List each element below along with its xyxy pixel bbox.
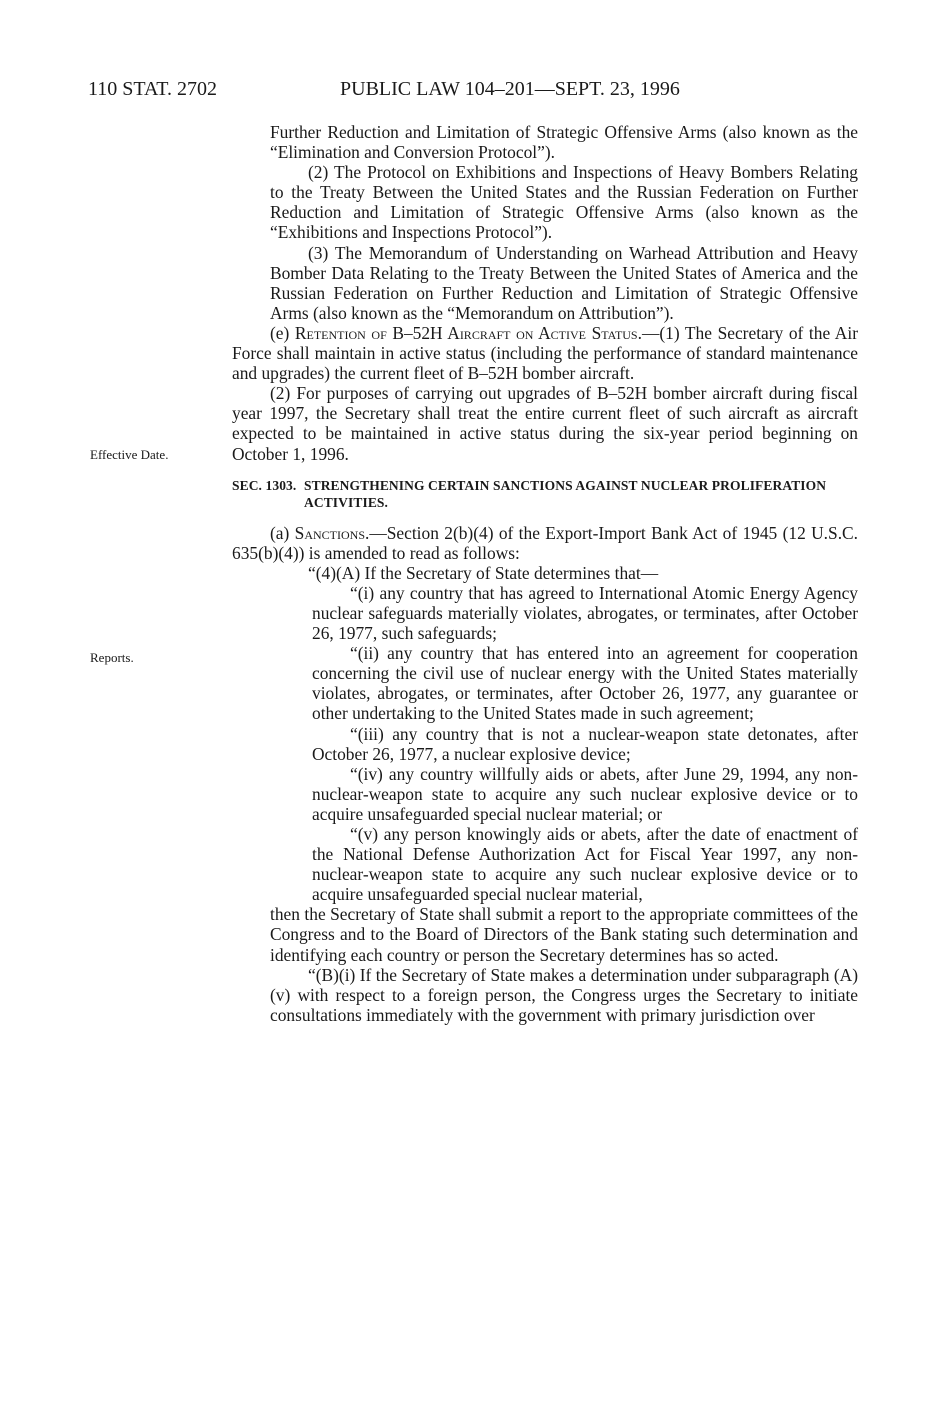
then-clause: then the Secretary of State shall submit a report to the appropriate committees of the Congress and to the Board of Directors of the Bank stating such determination and identifying each country or person the Secretary determines has so acted. [270,904,858,965]
paragraph-3: (3) The Memorandum of Understanding on Warhead Attribution and Heavy Bomber Data Relating to the Treaty Between the United States of America and the Russian Federation on Further Reduction and Limitation of Strategic Offensive Arms (also known as the “Memorandum on Attribution”). [270,242,858,323]
paragraph-continuation: Further Reduction and Limitation of Strategic Offensive Arms (also known as the “Elimination and Conversion Protocol”). [270,122,858,163]
subsection-e-text: —(1) The Secretary of the Air Force shall maintain in active status (including the performance of standard maintenance and upgrades) the current fleet of B–52H bomber aircraft. [232,322,858,384]
subparagraph-B-i: “(B)(i) If the Secretary of State makes a determination under subparagraph (A)(v) with respect to a foreign person, the Congress urges the Secretary to initiate consultations immediately with the government with primary jurisdiction over [270,964,858,1025]
quoted-paragraph-4A: “(4)(A) If the Secretary of State determines that— [308,562,659,583]
section-heading [232,477,858,511]
body-text [232,122,858,1025]
clause-iv: “(iv) any country willfully aids or abets, after June 29, 1994, any non-nuclear-weapon state to acquire any such nuclear explosive device or to acquire unsafeguarded special nuclear material; or [312,763,858,824]
subsection-e-paragraph-2: (2) For purposes of carrying out upgrades of B–52H bomber aircraft during fiscal year 1997, the Secretary shall treat the entire current fleet of such aircraft as aircraft expected to be maintained in active status during the six-year period beginning on October 1, 1996. [232,383,858,464]
clause-v: “(v) any person knowingly aids or abets, after the date of enactment of the National Defense Authorization Act for Fiscal Year 1997, any non-nuclear-weapon state to acquire any such nuclear explosive device or to acquire unsafeguarded special nuclear material, [312,824,858,905]
clause-i: “(i) any country that has agreed to International Atomic Energy Agency nuclear safeguards materially violates, abrogates, or terminates, after October 26, 1977, such safeguards; [312,582,858,644]
statute-reference: 110 STAT. 2702 [88,78,217,100]
paragraph-2: (2) The Protocol on Exhibitions and Inspections of Heavy Bombers Relating to the Treaty Between the United States and the Russian Federation on Further Reduction and Limitation of Strategic Offensive Arms (also known as the “Exhibitions and Inspections Protocol”). [270,162,858,243]
subsection-a-lead: (a) [270,522,295,543]
subsection-a-text: —Section 2(b)(4) of the Export-Import Bank Act of 1945 (12 U.S.C. 635(b)(4)) is amended to read as follows: [232,522,858,563]
clause-iii: “(iii) any country that is not a nuclear-weapon state detonates, after October 26, 1977, a nuclear explosive device; [312,723,858,764]
section-title: STRENGTHENING CERTAIN SANCTIONS AGAINST NUCLEAR PROLIFERATION ACTIVITIES. [304,477,827,510]
subsection-e-heading: Retention of B–52H Aircraft on Active Status. [294,322,642,343]
clause-ii: “(ii) any country that has entered into an agreement for cooperation concerning the civil use of nuclear energy with the United States materially violates, abrogates, or terminates, after October 26, 1977, any guarantee or other undertaking to the United States made in such agreement; [312,643,858,724]
margin-note-reports: Reports. [90,650,134,665]
subsection-a-heading: Sanctions. [294,522,370,543]
subsection-e-lead: (e) [270,322,295,343]
section-number: SEC. 1303. [232,477,297,493]
subsection-e [232,323,858,383]
subsection-a [232,523,858,563]
running-header [88,76,788,102]
public-law-title: PUBLIC LAW 104–201—SEPT. 23, 1996 [340,78,680,100]
margin-note-effective-date: Effective Date. [90,447,169,462]
